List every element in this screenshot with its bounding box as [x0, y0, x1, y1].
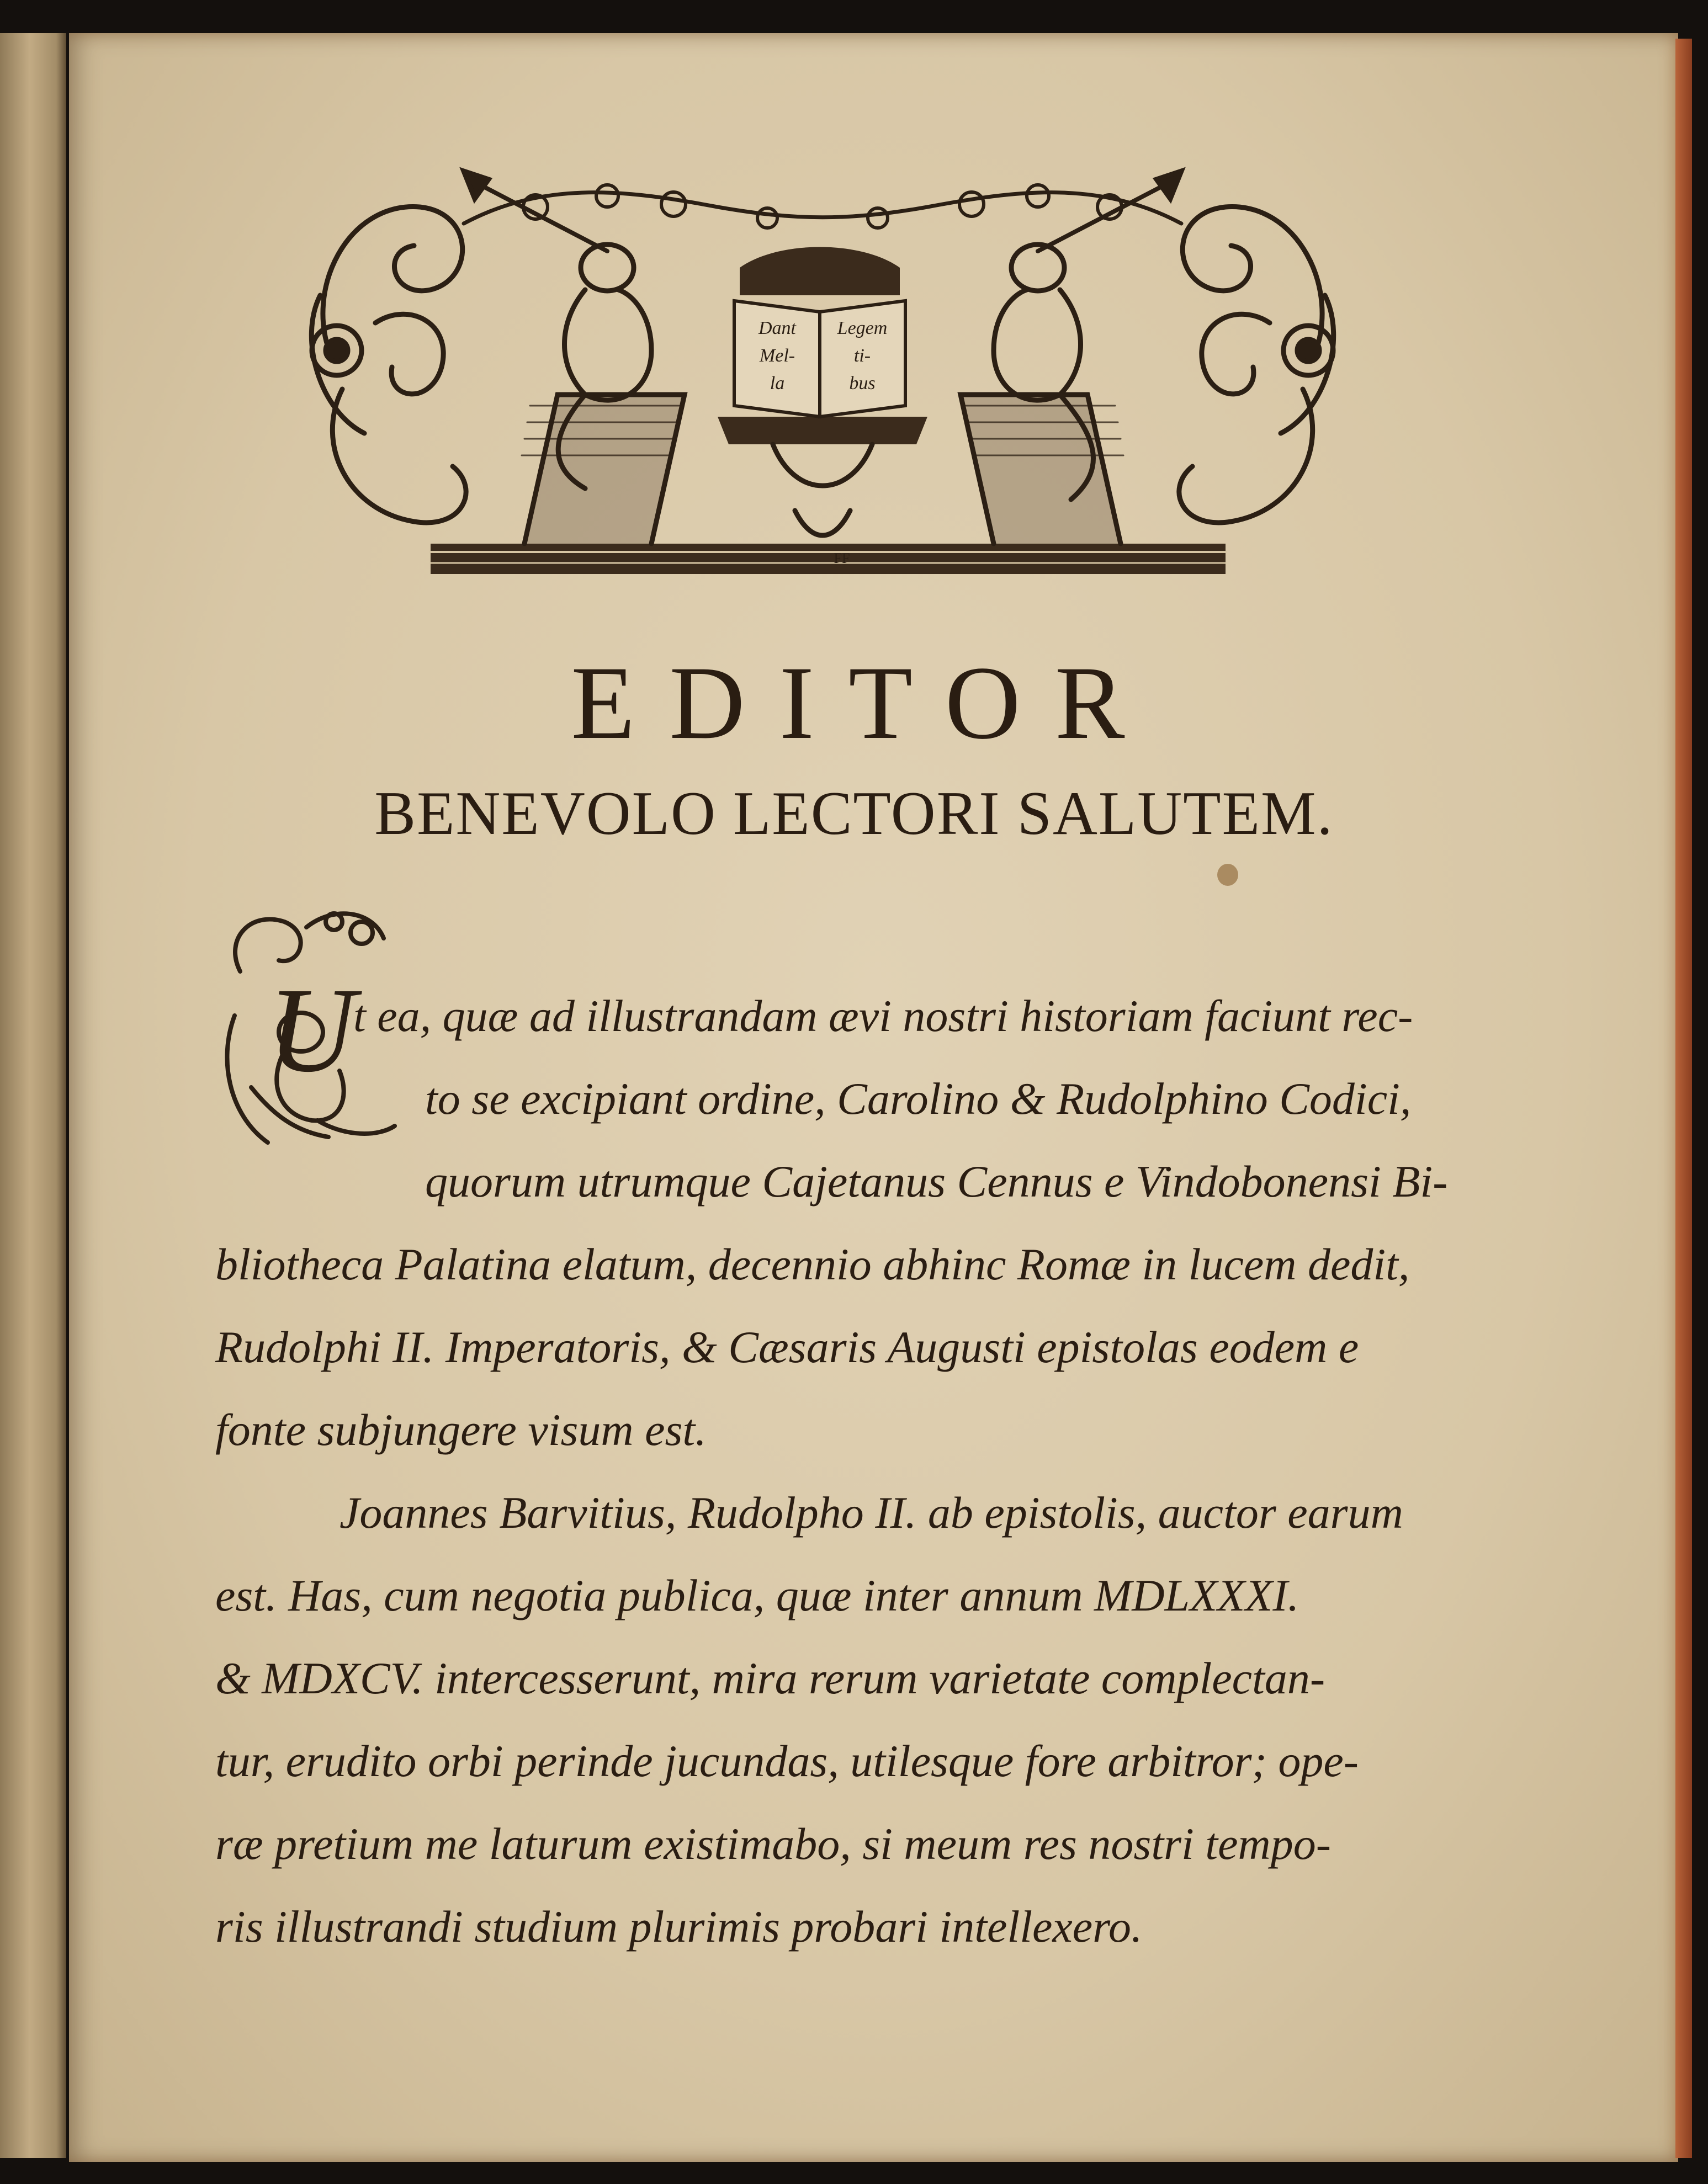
headpiece-engraving	[298, 157, 1347, 610]
book-word: bus	[849, 373, 876, 394]
book-word: Dant	[758, 318, 796, 338]
body-line: fonte subjungere visum est.	[215, 1405, 707, 1455]
book-word: ti-	[853, 346, 871, 366]
page-title: EDITOR	[571, 645, 1159, 761]
page-subtitle: BENEVOLO LECTORI SALUTEM.	[374, 779, 1334, 848]
book-word: Legem	[837, 318, 888, 338]
body-line: Joannes Barvitius, Rudolpho II. ab epistolis, auctor earum	[340, 1487, 1403, 1538]
body-line: & MDXCV. intercesserunt, mira rerum varietate complectan-	[215, 1653, 1325, 1703]
body-line: est. Has, cum negotia publica, quæ inter annum MDLXXXI.	[215, 1570, 1299, 1620]
initial-letter: U	[268, 963, 356, 1097]
body-line: ræ pretium me laturum existimabo, si meum res nostri tempo-	[215, 1819, 1332, 1869]
facing-page-edge	[0, 33, 66, 2158]
body-line: bliotheca Palatina elatum, decennio abhinc Romæ in lucem dedit,	[215, 1239, 1410, 1289]
body-line: Rudolphi II. Imperatoris, & Cæsaris Augusti epistolas eodem e	[215, 1322, 1359, 1372]
open-book	[734, 247, 905, 417]
book-word: la	[770, 373, 785, 394]
book-word: Mel-	[759, 346, 795, 366]
body-line: t ea, quæ ad illustrandam ævi nostri historiam faciunt rec-	[353, 991, 1413, 1041]
ink-stain	[1217, 864, 1238, 886]
body-line: tur, erudito orbi perinde jucundas, utilesque fore arbitror; ope-	[215, 1736, 1359, 1786]
body-line: quorum utrumque Cajetanus Cennus e Vindobonensi Bi-	[425, 1156, 1448, 1207]
body-line: to se excipiant ordine, Carolino & Rudolphino Codici,	[425, 1074, 1412, 1124]
body-line: ris illustrandi studium plurimis probari intellexero.	[215, 1901, 1143, 1952]
page-fore-edge	[1675, 39, 1692, 2158]
engraver-signature: FF	[834, 550, 850, 566]
